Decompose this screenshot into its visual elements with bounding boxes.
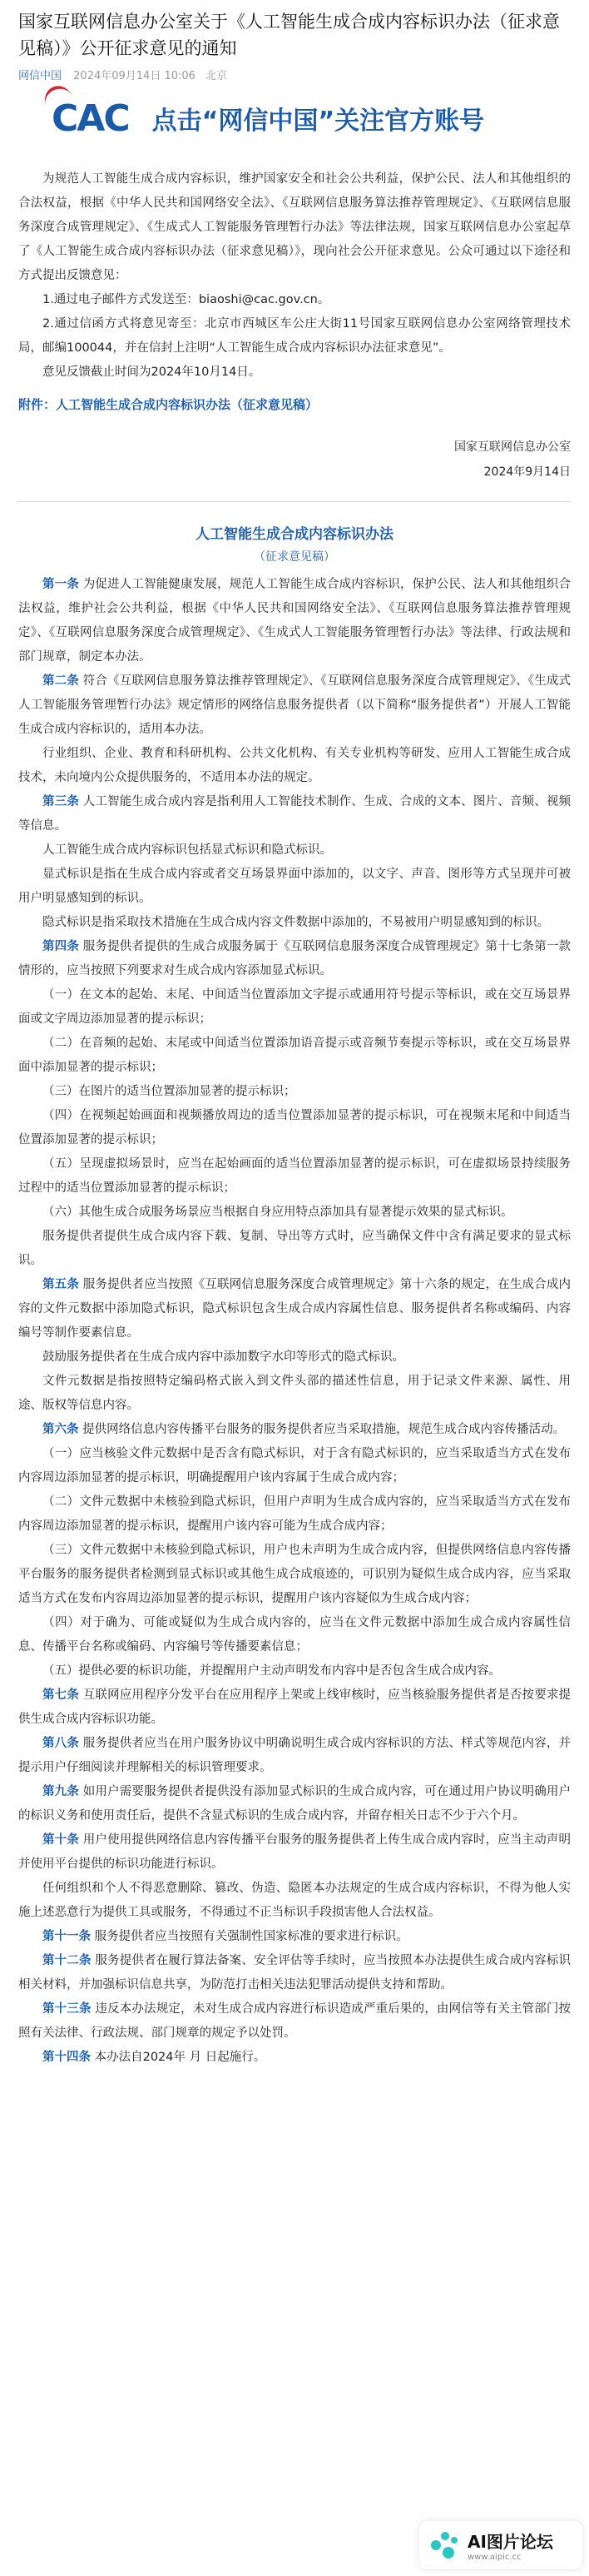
document-paragraph [18,1442,571,1490]
paragraph-text: （五）提供必要的标识功能，并提醒用户主动声明发布内容中是否包含生成合成内容。 [42,1664,501,1678]
document-paragraph [18,863,571,911]
document-paragraph [18,1828,571,1877]
document-paragraph [18,790,571,838]
paragraph-text: 提供网络信息内容传播平台服务的服务提供者应当采取措施，规范生成合成内容传播活动。 [82,1423,566,1436]
cac-logo: CAC [52,97,129,140]
paragraph-text: 任何组织和个人不得恶意删除、篡改、伪造、隐匿本办法规定的生成合成内容标识，不得为他人实施上述恶意行为提供工具或服务，不得通过不正当标识手段损害他人合法权益。 [18,1882,571,1919]
paragraph-text: 违反本办法规定，未对生成合成内容进行标识造成严重后果的，由网信等有关主管部门按照有关法律、行政法规、部门规章的规定予以处罚。 [18,2002,572,2040]
paragraph-text: 互联网应用程序分发平台在应用程序上架或上线审核时，应当核验服务提供者是否按要求提供生成合成内容标识功能。 [18,1688,572,1726]
article-number: 第一条 [42,578,79,591]
document-paragraph [18,911,571,935]
document-paragraph [18,1949,571,1997]
ai-forum-icon [428,2529,461,2562]
notice-paragraph: 意见反馈截止时间为2024年10月14日。 [42,366,261,379]
banner-text: 点击“网信中国”关注官方账号 [151,107,485,136]
paragraph-text: 服务提供者提供生成合成内容下载、复制、导出等方式时，应当确保文件中含有满足要求的显式标识。 [18,1230,571,1267]
paragraph-text: 服务提供者提供的生成合成服务属于《互联网信息服务深度合成管理规定》第十七条第一款情形的，应当按照下列要求对生成合成内容添加显式标识。 [18,940,572,977]
paragraph-text: （四）在视频起始画面和视频播放周边的适当位置添加显著的提示标识，可在视频末尾和中间适当位置添加显著的提示标识； [18,1109,571,1146]
article-number: 第二条 [42,674,79,688]
article-number: 第七条 [42,1688,79,1702]
paragraph-text: 符合《互联网信息服务算法推荐管理规定》、《互联网信息服务深度合成管理规定》、《生成式人工智能服务管理暂行办法》规定情形的网络信息服务提供者（以下简称“服务提供者”）开展人工智能生成合成内容标识的，适用本办法。 [18,674,572,736]
paragraph-text: 显式标识是指在生成合成内容或者交互场景界面中添加的，以文字、声音、图形等方式呈现并可被用户明显感知到的标识。 [18,868,571,905]
document-paragraph [18,983,571,1032]
publish-location: 北京 [205,70,228,82]
document-paragraph [18,935,571,983]
document-paragraph [18,1032,571,1080]
watermark-badge [419,2521,582,2569]
notice-paragraph: 为规范人工智能生成合成内容标识，维护国家安全和社会公共利益，保护公民、法人和其他组织的合法权益，根据《中华人民共和国网络安全法》、《互联网信息服务算法推荐管理规定》、《互联网信息服务深度合成管理规定》、《生成式人工智能服务管理暂行办法》等法律法规，国家互联网信息办公室起草了《人工智能生成合成内容标识办法（征求意见稿）》，现向社会公开征求意见。公众可通过以下途径和方式提出反馈意见： [18,172,571,282]
signature: 国家互联网信息办公室 [454,440,571,454]
article-number: 第十四条 [42,2051,91,2064]
article-number: 第十条 [42,1833,79,1847]
paragraph-text: （一）在文本的起始、末尾、中间适当位置添加文字提示或通用符号提示等标识，或在交互场景界面或文字周边添加显著的提示标识； [18,988,571,1026]
document-paragraph [18,573,571,669]
document-paragraph [18,1997,571,2046]
paragraph-text: （四）对于确为、可能或疑似为生成合成内容的，应当在文件元数据中添加生成合成内容属性信息、传播平台名称或编码、内容编号等传播要素信息； [18,1616,571,1654]
follow-banner[interactable] [52,89,571,147]
article-number: 第十二条 [42,1954,92,1967]
document-paragraph [18,1611,571,1659]
paragraph-text: （五）呈现虚拟场景时，应当在起始画面的适当位置添加显著的提示标识，可在虚拟场景持续服务过程中的适当位置添加显著的提示标识； [18,1157,571,1195]
article-number: 第三条 [42,795,79,808]
paragraph-text: 文件元数据是指按照特定编码格式嵌入到文件头部的描述性信息，用于记录文件来源、属性、用途、版权等信息内容。 [18,1375,571,1412]
paragraph-text: 隐式标识是指采取技术措施在生成合成内容文件数据中添加的，不易被用户明显感知到的标识。 [42,916,549,929]
document-paragraph [18,1225,571,1273]
notice-paragraph: 1.通过电子邮件方式发送至：biaoshi@cac.gov.cn。 [42,293,330,306]
paragraph-text: 服务提供者应当按照有关强制性国家标准的要求进行标识。 [94,1930,408,1943]
document-paragraph [18,1152,571,1201]
article-number: 第四条 [42,940,79,953]
document-paragraph [18,1418,571,1442]
document-paragraph [18,1370,571,1418]
document-paragraph [18,1925,571,1949]
source-link[interactable]: 网信中国 [18,70,62,82]
document-paragraph [18,1659,571,1683]
article-number: 第八条 [42,1737,79,1750]
watermark-name: AI图片论坛 [468,2532,553,2552]
paragraph-text: 为促进人工智能健康发展，规范人工智能生成合成内容标识，保护公民、法人和其他组织合法权益，维护社会公共利益，根据《中华人民共和国网络安全法》、《互联网信息服务算法推荐管理规定》、《互联网信息服务深度合成管理规定》、《生成式人工智能服务管理暂行办法》等法律、行政法规和部门规章，制定本办法。 [18,578,572,664]
document-title: 人工智能生成合成内容标识办法 [196,526,393,543]
document-paragraph [18,2046,571,2070]
sign-date: 2024年9月14日 [483,465,571,479]
paragraph-text: 服务提供者应当按照《互联网信息服务深度合成管理规定》第十六条的规定，在生成合成内容的文件元数据中添加隐式标识，隐式标识包含生成合成内容属性信息、服务提供者名称或编码、内容编号等制作要素信息。 [18,1278,572,1340]
document-paragraph [18,1490,571,1539]
document-paragraph [18,1104,571,1152]
paragraph-text: 用户使用提供网络信息内容传播平台服务的服务提供者上传生成合成内容时，应当主动声明并使用平台提供的标识功能进行标识。 [18,1833,572,1871]
paragraph-text: （三）文件元数据中未核验到隐式标识，用户也未声明为生成合成内容，但提供网络信息内容传播平台服务的服务提供者检测到显式标识或其他生成合成痕迹的，可识别为疑似生成合成内容，应当采取适当方式在发布内容周边添加显著的提示标识，提醒用户该内容疑似为生成合成内容； [18,1544,571,1605]
paragraph-text: （一）应当核验文件元数据中是否含有隐式标识，对于含有隐式标识的，应当采取适当方式在发布内容周边添加显著的提示标识，明确提醒用户该内容属于生成合成内容； [18,1447,571,1484]
article-number: 第五条 [42,1278,79,1291]
paragraph-text: （三）在图片的适当位置添加显著的提示标识； [42,1085,296,1098]
notice-body [18,167,571,385]
paragraph-text: （六）其他生成合成服务场景应当根据自身应用特点添加具有显著提示效果的显式标识。 [42,1206,513,1219]
article-number: 第十一条 [42,1930,91,1943]
paragraph-text: 本办法自2024年 月 日起施行。 [94,2051,266,2064]
paragraph-text: 人工智能生成合成内容标识包括显式标识和隐式标识。 [42,843,332,857]
article-title: 国家互联网信息办公室关于《人工智能生成合成内容标识办法（征求意见稿）》公开征求意见的通知 [18,12,560,58]
paragraph-text: 鼓励服务提供者在生成合成内容中添加数字水印等形式的隐式标识。 [42,1350,404,1364]
notice-paragraph: 2.通过信函方式将意见寄至：北京市西城区车公庄大街11号国家互联网信息办公室网络管理技术局，邮编100044，并在信封上注明“人工智能生成合成内容标识办法征求意见”。 [18,317,571,355]
paragraph-text: 如用户需要服务提供者提供没有添加显式标识的生成合成内容，可在通过用户协议明确用户的标识义务和使用责任后，提供不含显式标识的生成合成内容，并留存相关日志不少于六个月。 [18,1785,572,1823]
document-paragraph [18,1780,571,1828]
paragraph-text: 行业组织、企业、教育和科研机构、公共文化机构、有关专业机构等研发、应用人工智能生成合成技术，未向境内公众提供服务的，不适用本办法的规定。 [18,747,571,784]
paragraph-text: 服务提供者应当在用户服务协议中明确说明生成合成内容标识的方法、样式等规范内容，并提示用户仔细阅读并理解相关的标识管理要求。 [18,1737,572,1774]
document-paragraph [18,1877,571,1925]
article-number: 第九条 [42,1785,79,1798]
publish-date: 2024年09月14日 10:06 [73,70,196,82]
document-paragraph [18,1080,571,1104]
paragraph-text: 服务提供者在履行算法备案、安全评估等手续时，应当按照本办法提供生成合成内容标识相关材料，并加强标识信息共享，为防范打击相关违法犯罪活动提供支持和帮助。 [18,1954,572,1992]
document-paragraph [18,1201,571,1225]
paragraph-text: （二）文件元数据中未核验到隐式标识，但用户声明为生成合成内容的，应当采取适当方式在发布内容周边添加显著的提示标识，提醒用户该内容可能为生成合成内容； [18,1495,571,1533]
paragraph-text: 人工智能生成合成内容是指利用人工智能技术制作、生成、合成的文本、图片、音频、视频等信息。 [18,795,572,833]
document-paragraph [18,1732,571,1780]
watermark-url: www.aipic.cc [468,2553,522,2562]
document-paragraph [18,1345,571,1370]
document-paragraph [18,1683,571,1732]
document-body [18,573,571,2070]
document-paragraph [18,742,571,790]
article-number: 第六条 [42,1423,79,1436]
document-paragraph [18,1273,571,1345]
divider [18,501,571,502]
article-number: 第十三条 [42,2002,92,2016]
document-paragraph [18,838,571,863]
document-paragraph [18,669,571,742]
paragraph-text: （二）在音频的起始、末尾或中间适当位置添加语音提示或音频节奏提示等标识，或在交互场景界面中添加显著的提示标识； [18,1037,571,1074]
article-meta [18,67,571,82]
attachment-link[interactable]: 附件：人工智能生成合成内容标识办法（征求意见稿） [18,397,319,412]
document-subtitle: （征求意见稿） [254,550,335,564]
document-paragraph [18,1539,571,1611]
